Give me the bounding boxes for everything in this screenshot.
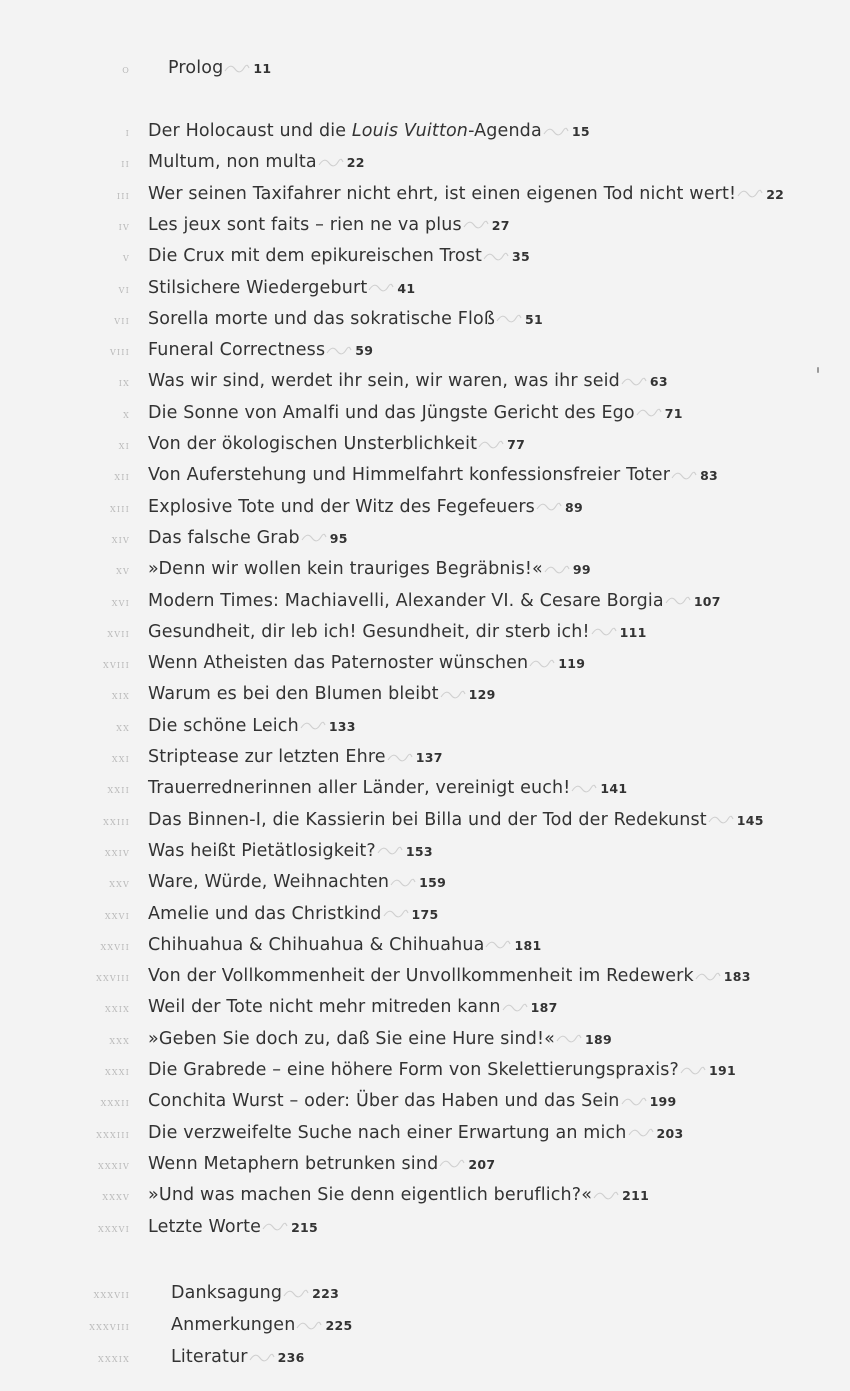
page-number: 129 [468, 687, 496, 703]
scan-speck [817, 367, 819, 373]
toc-entry [171, 1342, 305, 1373]
page-number: 236 [277, 1350, 305, 1365]
title-italic-text: Louis Vuitton [351, 121, 469, 141]
title-text: Die Sonne von Amalfi und das Jüngste Gericht des Ego [148, 402, 635, 423]
chapter-title [148, 778, 570, 798]
chapter-number: xxxiv [97, 1157, 130, 1172]
chapter-number: vii [114, 312, 130, 327]
chapter-number: ix [118, 375, 130, 390]
toc-row [0, 147, 850, 177]
toc-row [0, 398, 850, 428]
leader-swash-icon [593, 1190, 619, 1202]
title-text: Les jeux sont faits – rien ne va plus [148, 214, 462, 235]
chapter-title [171, 1315, 295, 1335]
page-number: 207 [468, 1156, 496, 1172]
chapter-number: xxxvii [93, 1287, 130, 1301]
leader-swash-icon [224, 63, 250, 75]
page-number: 111 [619, 624, 647, 640]
toc-entry [148, 617, 647, 648]
page-number: 211 [622, 1188, 650, 1204]
chapter-title [148, 1123, 627, 1143]
chapter-number: o [122, 62, 130, 76]
leader-swash-icon [628, 1127, 654, 1139]
toc-entry [148, 116, 590, 147]
toc-row [0, 1086, 850, 1116]
title-text: Der Holocaust und die [148, 121, 352, 141]
leader-swash-icon [665, 595, 691, 607]
title-text: Warum es bei den Blumen bleibt [148, 684, 439, 705]
chapter-title [148, 1154, 438, 1174]
chapter-title [148, 246, 482, 266]
title-text: Explosive Tote und der Witz des Fegefeuers [148, 496, 535, 517]
title-text: Die schöne Leich [148, 715, 299, 736]
toc-entry [148, 304, 543, 335]
chapter-title [148, 872, 389, 892]
title-text: »Denn wir wollen kein trauriges Begräbnis!« [148, 559, 543, 580]
page-number: 22 [766, 186, 785, 202]
title-text: Das falsche Grab [148, 527, 300, 548]
leader-swash-icon [737, 188, 763, 200]
leader-swash-icon [296, 1320, 322, 1332]
toc-entry [148, 241, 530, 272]
toc-row [0, 366, 850, 396]
chapter-number: xvi [111, 594, 130, 609]
title-text: Die Crux mit dem epikureischen Trost [148, 246, 483, 267]
title-text: Letzte Worte [148, 1216, 262, 1237]
leader-swash-icon [326, 345, 352, 357]
chapter-title [148, 497, 535, 517]
title-text: Trauerrednerinnen aller Länder, vereinigt euch! [148, 778, 571, 799]
toc-entry [148, 179, 784, 210]
leader-swash-icon [478, 439, 504, 451]
chapter-title [148, 340, 325, 360]
page-number: 95 [329, 530, 348, 546]
chapter-number: xxxviii [89, 1319, 130, 1333]
chapter-number: xxvi [104, 907, 130, 922]
page-number: 83 [700, 468, 719, 484]
chapter-number: xxxi [104, 1064, 130, 1078]
toc-entry [148, 210, 510, 241]
title-text: Was wir sind, werdet ihr sein, wir waren, was ihr seid [148, 371, 620, 392]
title-text: Weil der Tote nicht mehr mitreden kann [148, 997, 501, 1018]
toc-row [0, 304, 850, 334]
toc-entry [148, 773, 627, 804]
page-number: 183 [723, 969, 751, 985]
toc-entry [148, 147, 365, 178]
chapter-number: xxxvi [97, 1220, 130, 1235]
toc-entry [148, 648, 585, 679]
toc-entry [148, 1118, 684, 1149]
toc-entry [171, 1310, 352, 1341]
chapter-number: vi [118, 281, 130, 296]
page-number: 141 [600, 781, 628, 797]
title-text: Danksagung [171, 1283, 283, 1303]
page-number: 199 [649, 1094, 677, 1110]
leader-swash-icon [695, 971, 721, 983]
chapter-number: xxxv [102, 1189, 130, 1204]
chapter-title [148, 1029, 555, 1049]
chapter-number: x [123, 406, 130, 421]
page-number: 189 [585, 1031, 613, 1047]
toc-entry [148, 836, 433, 867]
page-number: 223 [312, 1286, 340, 1301]
title-text: Das Binnen-I, die Kassierin bei Billa und der Tod der Redekunst [148, 809, 707, 830]
toc-row [0, 899, 850, 929]
chapter-title [148, 465, 670, 485]
toc-row [0, 335, 850, 365]
toc-row-prolog [0, 53, 850, 83]
leader-swash-icon [636, 407, 662, 419]
chapter-number: xxxix [98, 1351, 130, 1365]
leader-swash-icon [536, 501, 562, 513]
page-number: 27 [491, 217, 510, 233]
title-text: Von Auferstehung und Himmelfahrt konfessionsfreier Toter [148, 465, 671, 486]
toc-row [0, 805, 850, 835]
page-number: 41 [397, 280, 416, 296]
title-text-suffix: -Agenda [468, 121, 542, 141]
page-number: 63 [649, 374, 668, 390]
title-text: Was heißt Pietätlosigkeit? [148, 840, 376, 861]
toc-entry [148, 805, 764, 836]
leader-swash-icon [543, 126, 569, 138]
toc-entry [148, 1212, 318, 1243]
chapter-number: xii [114, 469, 130, 484]
leader-swash-icon [440, 689, 466, 701]
leader-swash-icon [283, 1288, 309, 1300]
page-number: 77 [507, 437, 526, 452]
leader-swash-icon [556, 1033, 582, 1045]
leader-swash-icon [708, 814, 734, 826]
toc-entry [148, 711, 356, 742]
toc-entry [148, 523, 348, 554]
chapter-number: xxii [107, 782, 130, 797]
toc-row [0, 241, 850, 271]
chapter-number: xiv [111, 531, 130, 546]
title-text: Conchita Wurst – oder: Über das Haben und das Sein [148, 1091, 620, 1112]
title-text: »Und was machen Sie denn eigentlich beruflich?« [148, 1185, 593, 1206]
page-number: 203 [656, 1125, 684, 1141]
chapter-number: i [125, 125, 130, 139]
chapter-title [148, 997, 501, 1017]
page-number: 145 [736, 812, 764, 828]
toc-entry [148, 1180, 649, 1211]
leader-swash-icon [262, 1221, 288, 1233]
toc-entry [148, 460, 718, 491]
title-text: »Geben Sie doch zu, daß Sie eine Hure sind!« [148, 1028, 556, 1049]
page-number: 187 [530, 1000, 558, 1016]
chapter-title [148, 403, 635, 423]
toc-entry [148, 273, 415, 304]
page-number: 175 [411, 906, 439, 922]
title-text: Modern Times: Machiavelli, Alexander VI. & Cesare Borgia [148, 590, 664, 611]
title-text: Wenn Atheisten das Paternoster wünschen [148, 653, 529, 674]
title-text: Stilsichere Wiedergeburt [148, 277, 368, 298]
toc-row [0, 1149, 850, 1179]
chapter-title [148, 528, 300, 548]
leader-swash-icon [621, 1096, 647, 1108]
toc-row [0, 1055, 850, 1085]
toc-entry [148, 742, 443, 773]
chapter-number: xxxii [100, 1095, 130, 1110]
toc-entry [168, 53, 271, 84]
title-text: Gesundheit, dir leb ich! Gesundheit, dir sterb ich! [148, 621, 590, 642]
toc-row [0, 179, 850, 209]
toc-entry [148, 899, 439, 930]
chapter-title [148, 1060, 679, 1080]
leader-swash-icon [502, 1002, 528, 1014]
leader-swash-icon [300, 720, 326, 732]
toc-entry [148, 1055, 736, 1086]
toc-row [0, 742, 850, 772]
chapter-title [148, 152, 317, 172]
toc-entry [148, 429, 525, 460]
chapter-title [148, 935, 484, 955]
toc-row [0, 1278, 850, 1308]
page-number: 107 [693, 593, 721, 609]
toc-row [0, 617, 850, 647]
page-number: 51 [525, 311, 544, 327]
chapter-title [171, 1347, 248, 1367]
title-text: Multum, non multa [148, 152, 317, 173]
leader-swash-icon [249, 1352, 275, 1364]
leader-swash-icon [485, 939, 511, 951]
title-text: Von der Vollkommenheit der Unvollkommenheit im Redewerk [148, 966, 694, 987]
chapter-title [148, 684, 439, 704]
chapter-title [148, 434, 477, 454]
toc-row [0, 554, 850, 584]
leader-swash-icon [483, 251, 509, 263]
page-number: 71 [664, 405, 683, 421]
chapter-title [148, 904, 382, 924]
chapter-title: Prolog [168, 58, 224, 78]
toc-row [0, 1310, 850, 1340]
title-text: Ware, Würde, Weihnachten [148, 872, 390, 893]
leader-swash-icon [463, 219, 489, 231]
chapter-title [148, 810, 707, 830]
toc-entry [148, 1086, 677, 1117]
page-number: 153 [405, 843, 433, 859]
page-number: 11 [253, 61, 272, 76]
toc-entry [148, 335, 373, 366]
chapter-title [148, 121, 542, 141]
toc-row [0, 523, 850, 553]
leader-swash-icon [318, 157, 344, 169]
chapter-title [148, 841, 376, 861]
chapter-number: xiii [110, 500, 130, 515]
chapter-number: xxix [104, 1001, 130, 1016]
title-text: Chihuahua & Chihuahua & Chihuahua [148, 934, 485, 955]
toc-entry [148, 867, 446, 898]
chapter-number: xx [116, 719, 130, 734]
title-text: Striptease zur letzten Ehre [148, 747, 386, 767]
leader-swash-icon [301, 532, 327, 544]
toc-row [0, 429, 850, 459]
toc-row [0, 586, 850, 616]
chapter-number: xxviii [96, 970, 130, 985]
title-text: Funeral Correctness [148, 340, 326, 361]
chapter-number: xxvii [100, 938, 130, 953]
chapter-number: v [123, 250, 130, 265]
page-number: 181 [514, 937, 542, 953]
toc-row [0, 836, 850, 866]
leader-swash-icon [496, 313, 522, 325]
leader-swash-icon [680, 1065, 706, 1077]
page-number: 119 [558, 656, 586, 672]
chapter-title [148, 591, 664, 611]
page-number: 225 [325, 1318, 353, 1333]
chapter-title [148, 184, 736, 204]
toc-row [0, 1118, 850, 1148]
toc-row [0, 773, 850, 803]
toc-row [0, 930, 850, 960]
title-text: Wenn Metaphern betrunken sind [148, 1153, 439, 1174]
chapter-number: xviii [103, 657, 130, 672]
chapter-title [148, 966, 694, 986]
toc-row [0, 116, 850, 146]
page-number: 89 [564, 499, 583, 515]
toc-row [0, 1342, 850, 1372]
title-text: Amelie und das Christkind [148, 903, 382, 924]
toc-entry [148, 1024, 612, 1055]
toc-row [0, 961, 850, 991]
toc-row [0, 492, 850, 522]
toc-row [0, 1180, 850, 1210]
title-text: Von der ökologischen Unsterblichkeit [148, 434, 478, 454]
title-text: Wer seinen Taxifahrer nicht ehrt, ist einen eigenen Tod nicht wert! [148, 183, 737, 204]
leader-swash-icon [387, 752, 413, 764]
toc-row [0, 210, 850, 240]
chapter-number: xxx [109, 1032, 130, 1047]
toc-entry [148, 1149, 495, 1180]
chapter-number: xxi [111, 751, 130, 765]
toc-entry [148, 492, 583, 523]
toc-row [0, 679, 850, 709]
toc-row [0, 273, 850, 303]
toc-row [0, 867, 850, 897]
leader-swash-icon [377, 845, 403, 857]
page-number: 15 [571, 124, 590, 139]
chapter-title [148, 1091, 620, 1111]
page-number: 191 [708, 1063, 736, 1078]
chapter-title [148, 1185, 592, 1205]
chapter-number: xxiii [103, 813, 130, 828]
leader-swash-icon [591, 626, 617, 638]
toc-row [0, 1024, 850, 1054]
page-number: 35 [512, 249, 531, 265]
toc-entry [148, 586, 721, 617]
chapter-title [148, 309, 495, 329]
toc-row [0, 1212, 850, 1242]
toc-entry [148, 398, 683, 429]
toc-entry [148, 992, 558, 1023]
chapter-title [148, 559, 543, 579]
leader-swash-icon [671, 470, 697, 482]
page-number: 159 [419, 875, 447, 891]
chapter-number: xix [111, 688, 130, 703]
leader-swash-icon [571, 783, 597, 795]
chapter-number: xvii [107, 625, 130, 640]
leader-swash-icon [383, 908, 409, 920]
chapter-number: iii [116, 187, 130, 202]
title-text: Die verzweifelte Suche nach einer Erwartung an mich [148, 1122, 627, 1143]
toc-entry [148, 930, 541, 961]
page-number: 215 [291, 1219, 319, 1235]
chapter-number: viii [109, 344, 130, 359]
chapter-title [148, 215, 462, 235]
page-number: 137 [415, 750, 443, 765]
toc-row [0, 460, 850, 490]
title-text: Literatur [171, 1347, 248, 1367]
page-number: 59 [355, 343, 374, 359]
page-number: 99 [572, 562, 591, 578]
page-number: 133 [328, 718, 356, 734]
title-text: Die Grabrede – eine höhere Form von Skelettierungspraxis? [148, 1060, 679, 1080]
chapter-title [148, 653, 528, 673]
toc-entry [171, 1278, 339, 1309]
leader-swash-icon [544, 564, 570, 576]
toc-row [0, 648, 850, 678]
chapter-number: ii [121, 156, 130, 171]
chapter-number: xxiv [104, 844, 130, 859]
chapter-title [148, 716, 299, 736]
title-text: Sorella morte und das sokratische Floß [148, 308, 496, 329]
leader-swash-icon [621, 376, 647, 388]
chapter-number: iv [118, 218, 130, 233]
toc-row [0, 711, 850, 741]
chapter-title [148, 278, 367, 298]
leader-swash-icon [390, 877, 416, 889]
toc-entry [148, 366, 668, 397]
chapter-title [148, 371, 620, 391]
chapter-number: xxxiii [96, 1126, 130, 1141]
leader-swash-icon [368, 282, 394, 294]
chapter-number: xxv [109, 876, 130, 891]
page-number: 22 [346, 155, 365, 171]
title-text: Anmerkungen [171, 1315, 296, 1335]
toc-row [0, 992, 850, 1022]
toc-entry [148, 679, 496, 710]
chapter-number: xi [118, 438, 130, 452]
chapter-title [171, 1283, 282, 1303]
toc-entry [148, 961, 751, 992]
leader-swash-icon [529, 658, 555, 670]
toc-entry [148, 554, 591, 585]
leader-swash-icon [439, 1158, 465, 1170]
chapter-number: xv [116, 563, 130, 578]
chapter-title [148, 747, 386, 767]
chapter-title [148, 622, 590, 642]
chapter-title [148, 1217, 261, 1237]
